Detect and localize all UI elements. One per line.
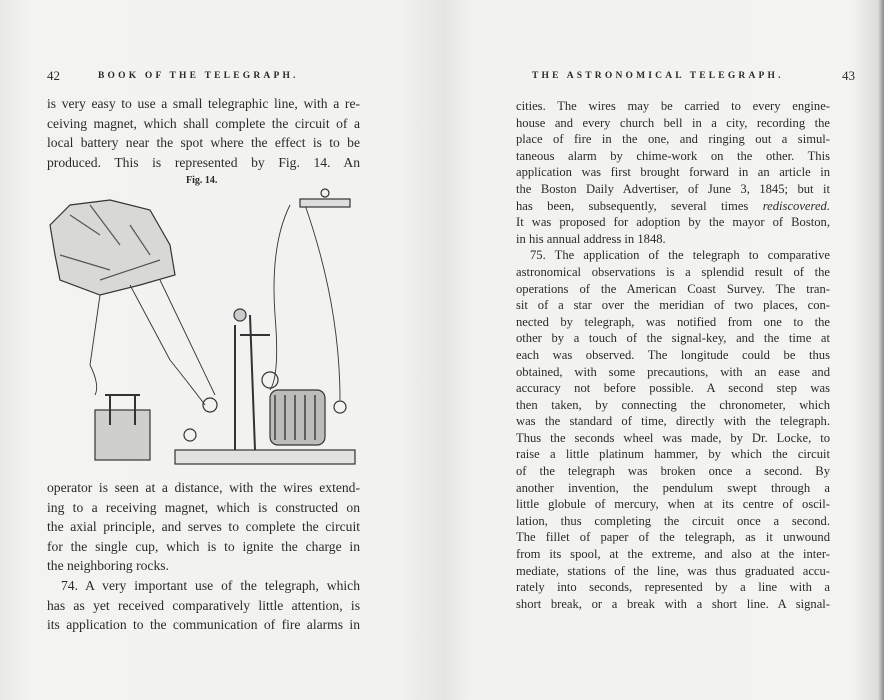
text-segment: has been, subsequently, several times	[516, 198, 749, 213]
body-text-top	[47, 94, 360, 172]
text-line: the Boston Daily Advertiser, of June 3, 1845; but it	[516, 181, 830, 196]
text-line: place of fire in the one, and ringing out a simul-	[516, 132, 830, 147]
text-line: each was observed. The longitude could be thus	[516, 347, 830, 362]
text-line: accuracy not before possible. A second step was	[516, 381, 830, 396]
text-line: other by a touch of the signal-key, and the time at	[516, 331, 830, 346]
text-line: from its spool, at the extreme, and also at the inter-	[516, 547, 830, 562]
text-line: The fillet of paper of the telegraph, as it unwound	[516, 530, 830, 545]
text-line: 75. The application of the telegraph to comparative	[530, 248, 830, 263]
text-line: of the telegraph was broken once a second. By	[516, 464, 830, 479]
text-line: the axial principle, and serves to complete the circuit	[47, 519, 360, 535]
text-line: its application to the communication of fire alarms in	[47, 617, 360, 633]
text-line: in his annual address in 1848.	[516, 231, 666, 246]
text-line: is very easy to use a small telegraphic line, with a re-	[47, 96, 360, 111]
text-line: Thus the seconds wheel was made, by Dr. Locke, to	[516, 430, 830, 445]
text-line: operator is seen at a distance, with the wires extend-	[47, 480, 360, 495]
text-line: ceiving magnet, which shall complete the circuit of a	[47, 115, 360, 131]
text-line: short break, or a break with a short line. A signal-	[516, 596, 830, 611]
text-line: produced. This is represented by Fig. 14. An	[47, 154, 360, 170]
text-line: It was proposed for adoption by the mayor of Boston,	[516, 215, 830, 230]
text-line: has as yet received comparatively little attention, is	[47, 597, 360, 613]
text-line: was the standard of time, directly with the telegraph.	[516, 414, 830, 429]
figure-caption: Fig. 14.	[186, 175, 218, 186]
text-line: cities. The wires may be carried to every engine-	[516, 99, 830, 113]
text-line: mediate, stations of the line, was thus graduated accu-	[516, 563, 830, 578]
running-head: BOOK OF THE TELEGRAPH.	[98, 71, 299, 81]
text-line: application was first brought forward in an article in	[516, 165, 830, 180]
right-page	[442, 0, 884, 700]
text-line: obtained, with some precautions, with an ease and	[516, 364, 830, 379]
page-number: 42	[47, 68, 60, 83]
text-line: rately into seconds, represented by a line with a	[516, 580, 830, 595]
text-line: another invention, the pendulum swept through a	[516, 480, 830, 495]
text-line: nected by telegraph, was notified from one to the	[516, 314, 830, 329]
body-text-bottom	[47, 478, 360, 635]
text-line: the neighboring rocks.	[47, 558, 169, 574]
text-line: taneous alarm by chime-work on the other. This	[516, 148, 830, 163]
text-line: lation, thus completing the circuit once a second.	[516, 513, 830, 528]
text-line: for the single cup, which is to ignite the charge in	[47, 538, 360, 554]
text-line: sit of a star over the meridian of two places, con-	[516, 298, 830, 313]
running-head: THE ASTRONOMICAL TELEGRAPH.	[532, 71, 784, 81]
text-line: 74. A very important use of the telegraph, which	[61, 577, 360, 593]
telegraph-illustration	[40, 185, 370, 475]
text-line: then taken, by connecting the chronometer, which	[516, 397, 830, 412]
text-line: astronomical observations is a splendid result of the	[516, 264, 830, 279]
text-line: raise a little platinum hammer, by which the circuit	[516, 447, 830, 462]
text-line: house and every church bell in a city, recording the	[516, 115, 830, 130]
text-line: local battery near the spot where the effect is to be	[47, 135, 360, 151]
text-line: ing to a receiving magnet, which is constructed on	[47, 499, 360, 515]
page-number: 43	[842, 68, 855, 83]
text-line: operations of the American Coast Survey. The tran-	[516, 281, 830, 296]
body-text	[516, 98, 830, 612]
text-line: little globule of mercury, when at its centre of oscil-	[516, 497, 830, 512]
text-line	[516, 198, 830, 215]
italic-word: rediscovered.	[762, 198, 830, 213]
